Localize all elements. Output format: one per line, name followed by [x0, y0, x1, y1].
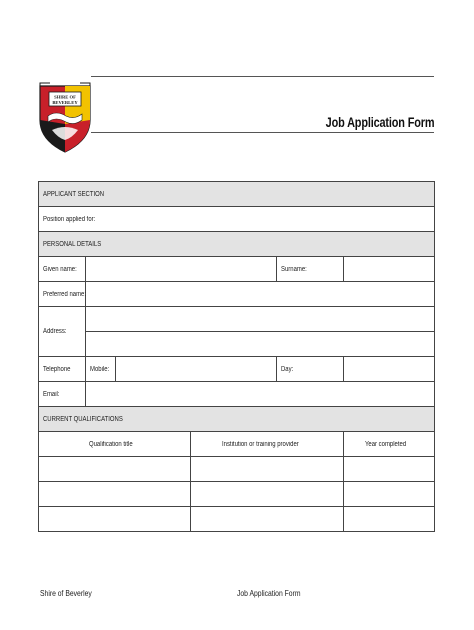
personal-details-row: [39, 232, 435, 257]
qualification-row: [39, 507, 435, 532]
position-field[interactable]: [39, 207, 435, 232]
qualification-title-header: Qualification title: [88, 440, 133, 448]
qualifications-section-row: [39, 407, 435, 432]
address-row-1: [39, 307, 435, 332]
qualification-row: [39, 457, 435, 482]
mobile-label: Mobile:: [90, 365, 110, 373]
page-title: Job Application Form: [325, 114, 434, 130]
telephone-row: [39, 357, 435, 382]
footer-left: [40, 589, 101, 598]
footer-organisation: Shire of Beverley: [40, 589, 92, 598]
application-form-table: [38, 181, 435, 532]
email-label: Email:: [43, 390, 60, 398]
qualification-title-cell[interactable]: [39, 507, 191, 532]
position-label: Position applied for:: [43, 215, 96, 223]
address-field-line-1[interactable]: [86, 307, 435, 332]
year-completed-cell[interactable]: [344, 457, 435, 482]
day-phone-field[interactable]: [344, 357, 435, 382]
preferred-name-label: Preferred name:: [43, 290, 87, 298]
address-field-line-2[interactable]: [86, 332, 435, 357]
institution-cell[interactable]: [191, 482, 344, 507]
institution-cell[interactable]: [191, 457, 344, 482]
telephone-label: Telephone: [43, 365, 71, 373]
institution-cell[interactable]: [191, 507, 344, 532]
qualifications-heading: CURRENT QUALIFICATIONS: [43, 415, 123, 423]
personal-details-heading: PERSONAL DETAILS: [43, 240, 102, 248]
position-row: [39, 207, 435, 232]
email-row: [39, 382, 435, 407]
crest-text-line-2: BEVERLEY: [52, 100, 78, 105]
footer-center: [237, 589, 312, 598]
name-row: [39, 257, 435, 282]
given-name-label: Given name:: [43, 265, 77, 273]
surname-field[interactable]: [344, 257, 435, 282]
qualification-row: [39, 482, 435, 507]
year-completed-cell[interactable]: [344, 482, 435, 507]
shire-crest-logo: [36, 80, 94, 154]
preferred-name-field[interactable]: [86, 282, 435, 307]
qualification-title-cell[interactable]: [39, 457, 191, 482]
applicant-section-row: [39, 182, 435, 207]
institution-header: Institution or training provider: [221, 440, 299, 448]
preferred-name-row: [39, 282, 435, 307]
year-completed-header: Year completed: [364, 440, 406, 448]
address-label: Address:: [43, 328, 67, 335]
crest-text-line-1: SHIRE OF: [54, 94, 76, 100]
year-completed-cell[interactable]: [344, 507, 435, 532]
surname-label: Surname:: [281, 265, 307, 273]
mobile-field[interactable]: [116, 357, 277, 382]
header-rule-top: [91, 76, 434, 77]
email-field[interactable]: [86, 382, 435, 407]
header-rule-bottom: [91, 132, 434, 133]
given-name-field[interactable]: [86, 257, 277, 282]
day-label: Day:: [281, 365, 294, 373]
applicant-section-heading: APPLICANT SECTION: [43, 190, 105, 198]
qualifications-header-row: [39, 432, 435, 457]
footer-document-title: Job Application Form: [237, 589, 301, 598]
qualification-title-cell[interactable]: [39, 482, 191, 507]
address-row-2: [39, 332, 435, 357]
